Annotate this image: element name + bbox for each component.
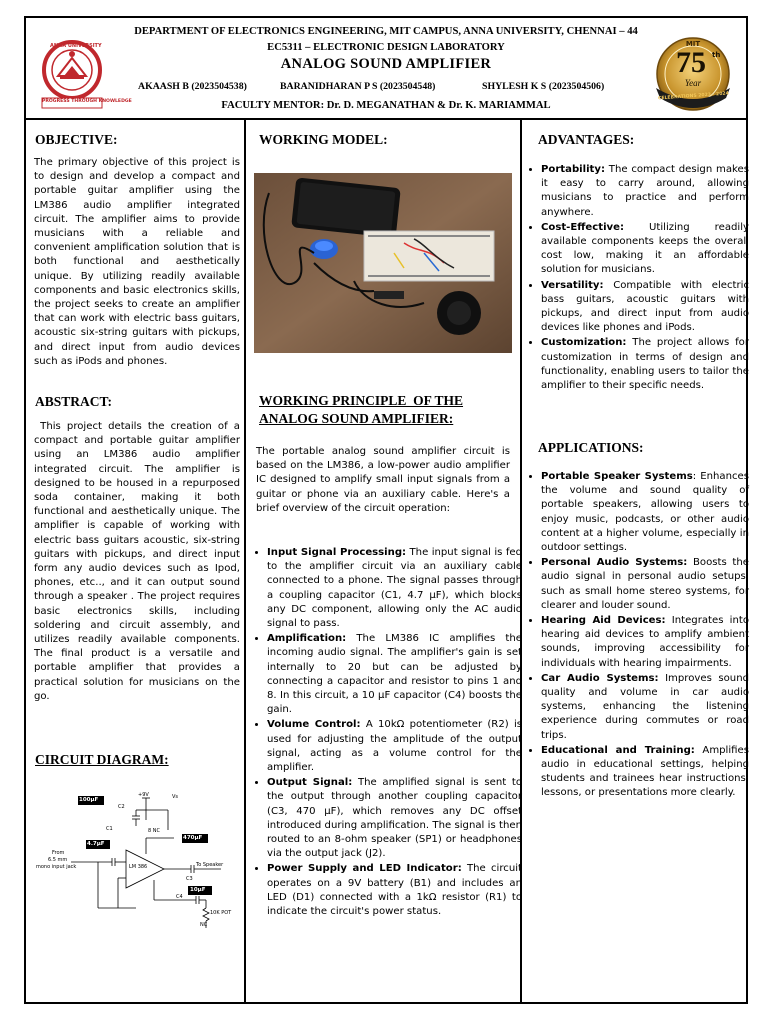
label-c3-value: 470μF: [183, 835, 203, 841]
application-item-head: Hearing Aid Devices:: [541, 615, 666, 627]
application-item-text: Boosts the audio signal in personal audio setups, such as small home stereo systems, for clearer and louder sound.: [541, 557, 749, 611]
advantages-title: ADVANTAGES:: [538, 132, 635, 147]
label-c3: C3: [186, 876, 193, 882]
abstract-text: This project details the creation of a compact and portable guitar amplifier using an LM386 audio amplifier integrated circuit. The amplifier is designed to be housed in a repurposed soda container, making it both functional and aesthetically unique. The amplifier is capable of working with electric bass guitars acoustic, six-string guitars with pickups, and direct input form any audio devices such as Ipod, phones, etc.., and it can output sound through a speaker . The project requires basic electronics skills, including soldering and circuit assembly, and utilizes readily available components. The final product is a versatile and portable amplifier that provides a practical solution for musicians on the go.: [34, 421, 244, 702]
advantage-item: [541, 279, 749, 336]
application-item-text: : Enhances the volume and sound quality of portable speakers, allowing users to enjoy music, podcasts, or other audio content at a higher volume, especially in outdoor settings.: [541, 471, 749, 554]
label-nc2: NC: [200, 922, 208, 928]
application-item-text: Integrates into hearing aid devices to amplify ambient sounds, improving accessibility for individuals with hearing impairments.: [541, 615, 749, 669]
emblem-superscript: th: [712, 51, 721, 59]
label-ic: LM 386: [129, 864, 148, 870]
application-item: [541, 614, 749, 671]
emblem-banner: CELEBRATIONS 2023 - 2024: [657, 91, 730, 102]
principle-item: [267, 776, 522, 861]
principle-title-line1: WORKING PRINCIPLE OF THE: [259, 393, 464, 408]
advantage-item-text: The compact design makes it easy to carry around, allowing musicians to practice and perform anywhere.: [541, 164, 749, 218]
label-c4-value: 10μF: [190, 887, 206, 893]
circuit-diagram-title: CIRCUIT DIAGRAM:: [35, 752, 169, 767]
principle-list: [256, 546, 522, 920]
principle-item-head: Amplification:: [267, 633, 347, 645]
label-from-jack: mono input jack: [36, 864, 77, 870]
advantage-item-head: Customization:: [541, 337, 627, 349]
course-line: EC5311 – ELECTRONIC DESIGN LABORATORY: [267, 42, 505, 53]
label-c1: C1: [106, 826, 113, 832]
application-item-text: Amplifies audio in educational settings, helping students and trainees hear instructions, lessons, or presentations more clearly.: [541, 744, 749, 799]
principle-item-head: Input Signal Processing:: [267, 547, 407, 558]
application-item: [541, 744, 749, 801]
advantage-item-text: The project allows for customization in terms of design and functionality, enabling users to tailor the amplifier to their specific needs.: [541, 337, 749, 392]
advantage-item-head: Portability:: [541, 164, 605, 175]
application-item: [541, 470, 749, 555]
label-vs: Vs: [172, 794, 179, 800]
application-item-head: Car Audio Systems:: [541, 672, 659, 684]
principle-intro: The portable analog sound amplifier circuit is based on the LM386, a low-power audio amplifier IC designed to amplify small input signals from a guitar or phone via an auxiliary cable. Here's a brief overview of the circuit operation:: [256, 446, 510, 514]
poster-header: [26, 18, 746, 120]
label-nc: 8 NC: [148, 828, 161, 834]
emblem-mit: MIT: [685, 40, 701, 48]
advantage-item-head: Cost-Effective:: [541, 221, 625, 233]
application-item: [541, 556, 749, 613]
application-item-head: Portable Speaker Systems: [541, 471, 693, 482]
label-vplus: +9V: [138, 792, 149, 798]
logo-university-name: ANNA UNIVERSITY: [50, 43, 102, 49]
logo-motto: PROGRESS THROUGH KNOWLEDGE: [42, 99, 132, 104]
principle-item-text: The amplified signal is sent to the output through another coupling capacitor (C3, 470 μF), which removes any DC offset introduced during amplification. The signal is then routed to an 8-ohm speaker (SP1) or headphones via the output jack (J2).: [267, 777, 522, 860]
poster-frame: [24, 16, 748, 1004]
principle-item-text: The input signal is fed to the amplifier circuit via an auxiliary cable connected to a phone. The signal passes through a coupling capacitor (C1, 4.7 μF), which blocks any DC component, allowing only the AC audio signal to pass.: [267, 547, 522, 630]
advantage-item: [541, 221, 749, 278]
emblem-year: Year: [684, 78, 702, 88]
principle-item-text: A 10kΩ potentiometer (R2) is used for adjusting the amplitude of the output signal, acting as a volume control for the amplifier.: [267, 719, 523, 774]
advantage-item-head: Versatility:: [541, 279, 604, 291]
principle-item: [267, 718, 522, 775]
applications-title: APPLICATIONS:: [538, 440, 644, 455]
principle-item-head: Power Supply and LED Indicator:: [267, 863, 462, 875]
column-left: [26, 120, 246, 1002]
breadboard-prototype-photo-icon: [254, 173, 512, 353]
anna-university-logo-icon: [36, 38, 132, 110]
author-3: SHYLESH K S (2023504506): [482, 81, 605, 92]
working-model-title: WORKING MODEL:: [259, 132, 388, 147]
label-to-speaker: To Speaker: [196, 862, 224, 868]
advantages-list: [530, 163, 749, 394]
applications-list: [530, 470, 749, 802]
objective-title: OBJECTIVE:: [35, 132, 118, 147]
principle-item-head: Volume Control:: [267, 719, 361, 731]
application-item-head: Educational and Training:: [541, 744, 695, 756]
label-c4: C4: [176, 894, 183, 900]
application-item: [541, 672, 749, 743]
emblem-number: 75: [676, 46, 706, 79]
department-line: DEPARTMENT OF ELECTRONICS ENGINEERING, MIT CAMPUS, ANNA UNIVERSITY, CHENNAI – 44: [134, 26, 638, 37]
label-c2: C2: [118, 804, 125, 810]
column-middle: [246, 120, 522, 1002]
principle-item: [267, 632, 522, 717]
principle-title: [259, 392, 463, 428]
author-2: BARANIDHARAN P S (2023504548): [280, 81, 436, 92]
advantage-item-text: Compatible with electric bass guitars, acoustic guitars with pickups, and direct input from audio devices like phones and iPods.: [541, 279, 749, 334]
circuit-diagram: [36, 790, 236, 930]
objective-text: The primary objective of this project is to design and develop a compact and portable guitar amplifier using the LM386 audio amplifier integrated circuit. The amplifier aims to provide musicians with a reliable and convenient amplification solution that is both functional and aesthetically unique. By utilizing readily available components and basic electronics skills, the project seeks to create an amplifier that can work with electric bass guitars, acoustic six-string guitars with pickups, and direct input from audio devices such as iPods and phones.: [34, 157, 240, 367]
principle-item: [267, 862, 522, 919]
poster-title: ANALOG SOUND AMPLIFIER: [280, 56, 492, 72]
label-pot: 10K POT: [210, 910, 232, 916]
label-from: From: [52, 850, 65, 856]
principle-item: [267, 546, 522, 631]
advantage-item-text: Utilizing readily available components keeps the overall cost low, making it an affordable solution for musicians.: [541, 221, 749, 276]
principle-title-line2: ANALOG SOUND AMPLIFIER:: [259, 411, 454, 426]
mit-75-years-emblem-icon: [648, 34, 738, 116]
abstract-title: ABSTRACT:: [35, 394, 113, 409]
principle-item-text: The LM386 IC amplifies the incoming audio signal. The amplifier's gain is set internally to 20 but can be adjusted by connecting a capacitor and resistor to pins 1 and 8. In this circuit, a 10 μF capacitor (C4) boosts the gain.: [267, 633, 522, 716]
label-c2-value: 100μF: [79, 797, 99, 803]
principle-item-head: Output Signal:: [267, 777, 353, 789]
author-1: AKAASH B (2023504538): [138, 81, 247, 92]
advantage-item: [541, 163, 749, 220]
faculty-mentor: FACULTY MENTOR: Dr. D. MEGANATHAN & Dr. K. MARIAMMAL: [221, 100, 551, 111]
application-item-head: Personal Audio Systems:: [541, 557, 688, 569]
label-from-size: 6.5 mm: [48, 857, 68, 863]
advantage-item: [541, 336, 749, 393]
label-c1-value: 4.7μF: [87, 841, 105, 847]
column-right: [522, 120, 749, 1002]
principle-item-text: The circuit operates on a 9V battery (B1) and includes an LED (D1) connected with a 1kΩ resistor (R1) to indicate the circuit's power status.: [267, 863, 522, 918]
application-item-text: Improves sound quality and volume in car audio systems, enhancing the listening experience during commutes or road trips.: [541, 672, 749, 741]
